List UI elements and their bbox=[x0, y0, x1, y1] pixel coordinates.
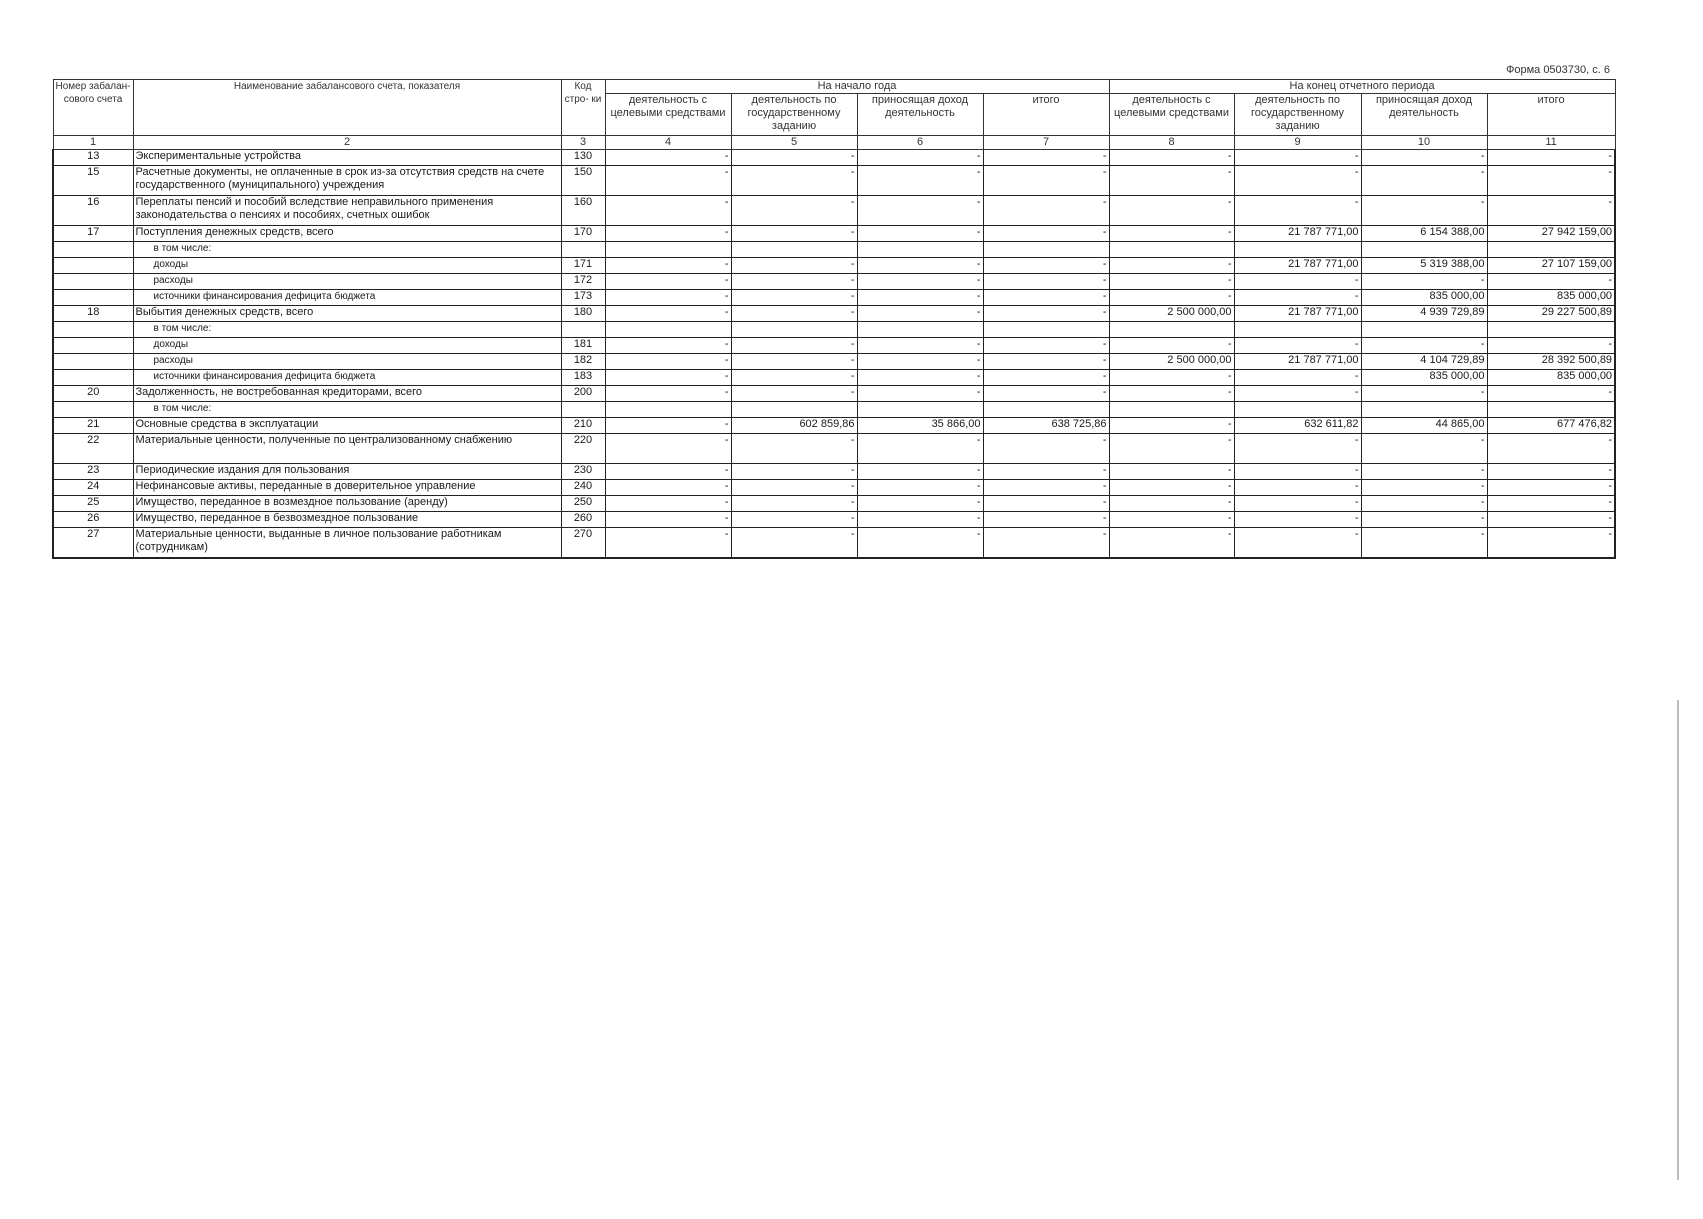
amount-cell: - bbox=[1234, 464, 1361, 480]
amount-cell: - bbox=[731, 166, 857, 196]
account-number: 26 bbox=[53, 512, 133, 528]
amount-cell: 638 725,86 bbox=[983, 418, 1109, 434]
amount-cell: - bbox=[1234, 166, 1361, 196]
table-row bbox=[53, 528, 1615, 558]
amount-cell: - bbox=[1361, 386, 1487, 402]
amount-cell: - bbox=[1361, 464, 1487, 480]
account-name: Имущество, переданное в возмездное пользование (аренду) bbox=[133, 496, 561, 512]
amount-cell: - bbox=[731, 528, 857, 558]
scan-edge-line bbox=[1677, 700, 1679, 1180]
column-number: 7 bbox=[983, 136, 1109, 150]
account-number: 15 bbox=[53, 166, 133, 196]
amount-cell: 5 319 388,00 bbox=[1361, 258, 1487, 274]
amount-cell: - bbox=[605, 464, 731, 480]
account-name: источники финансирования дефицита бюджета bbox=[133, 290, 561, 306]
line-code: 172 bbox=[561, 274, 605, 290]
amount-cell bbox=[1234, 322, 1361, 338]
account-number: 18 bbox=[53, 306, 133, 322]
amount-cell: - bbox=[1234, 370, 1361, 386]
amount-cell bbox=[1487, 322, 1615, 338]
amount-cell: - bbox=[731, 150, 857, 166]
amount-cell: - bbox=[1487, 496, 1615, 512]
account-number: 21 bbox=[53, 418, 133, 434]
amount-cell bbox=[1487, 402, 1615, 418]
amount-cell bbox=[983, 402, 1109, 418]
amount-cell: - bbox=[1234, 290, 1361, 306]
amount-cell: - bbox=[857, 306, 983, 322]
amount-cell: - bbox=[1109, 166, 1234, 196]
table-row bbox=[53, 480, 1615, 496]
amount-cell: - bbox=[857, 166, 983, 196]
line-code: 171 bbox=[561, 258, 605, 274]
amount-cell bbox=[1109, 402, 1234, 418]
line-code: 180 bbox=[561, 306, 605, 322]
column-number: 8 bbox=[1109, 136, 1234, 150]
amount-cell: - bbox=[1234, 338, 1361, 354]
account-name: Материальные ценности, выданные в личное пользование работникам (сотрудникам) bbox=[133, 528, 561, 558]
amount-cell: - bbox=[857, 512, 983, 528]
account-name: расходы bbox=[133, 354, 561, 370]
table-row bbox=[53, 258, 1615, 274]
amount-cell: - bbox=[1109, 512, 1234, 528]
amount-cell: - bbox=[605, 150, 731, 166]
amount-cell: - bbox=[1361, 196, 1487, 226]
amount-cell: - bbox=[1487, 150, 1615, 166]
amount-cell: - bbox=[1234, 386, 1361, 402]
amount-cell bbox=[1361, 242, 1487, 258]
amount-cell: 21 787 771,00 bbox=[1234, 306, 1361, 322]
account-name: Основные средства в эксплуатации bbox=[133, 418, 561, 434]
amount-cell: 2 500 000,00 bbox=[1109, 306, 1234, 322]
table-row bbox=[53, 512, 1615, 528]
amount-cell: - bbox=[983, 386, 1109, 402]
amount-cell: 21 787 771,00 bbox=[1234, 258, 1361, 274]
amount-cell: - bbox=[1487, 338, 1615, 354]
amount-cell: 632 611,82 bbox=[1234, 418, 1361, 434]
amount-cell: - bbox=[1109, 434, 1234, 464]
amount-cell: - bbox=[983, 196, 1109, 226]
amount-cell: - bbox=[1234, 434, 1361, 464]
amount-cell: - bbox=[605, 338, 731, 354]
amount-cell: - bbox=[983, 258, 1109, 274]
account-number bbox=[53, 258, 133, 274]
account-name: источники финансирования дефицита бюджета bbox=[133, 370, 561, 386]
account-number bbox=[53, 322, 133, 338]
account-name: расходы bbox=[133, 274, 561, 290]
account-name: Экспериментальные устройства bbox=[133, 150, 561, 166]
account-number bbox=[53, 338, 133, 354]
amount-cell: - bbox=[605, 480, 731, 496]
line-code: 270 bbox=[561, 528, 605, 558]
account-name: Переплаты пенсий и пособий вследствие неправильного применения законодательства о пенсиях и пособиях, счетных ошибок bbox=[133, 196, 561, 226]
form-note: Форма 0503730, с. 6 bbox=[1505, 64, 1610, 76]
amount-cell bbox=[731, 402, 857, 418]
amount-cell: - bbox=[605, 434, 731, 464]
account-name: доходы bbox=[133, 338, 561, 354]
amount-cell: 27 942 159,00 bbox=[1487, 226, 1615, 242]
table-row bbox=[53, 322, 1615, 338]
amount-cell: - bbox=[1361, 512, 1487, 528]
table-row bbox=[53, 166, 1615, 196]
header-account-number: Номер забалан- сового счета bbox=[53, 80, 133, 136]
table-row bbox=[53, 418, 1615, 434]
header-start-targeted: деятельность с целевыми средствами bbox=[605, 94, 731, 136]
header-start-total: итого bbox=[983, 94, 1109, 136]
amount-cell: - bbox=[1487, 274, 1615, 290]
amount-cell bbox=[1487, 242, 1615, 258]
amount-cell: - bbox=[1109, 464, 1234, 480]
header-account-name: Наименование забалансового счета, показателя bbox=[133, 80, 561, 136]
column-number: 5 bbox=[731, 136, 857, 150]
column-number: 1 bbox=[53, 136, 133, 150]
account-name: Имущество, переданное в безвозмездное пользование bbox=[133, 512, 561, 528]
header-end-targeted: деятельность с целевыми средствами bbox=[1109, 94, 1234, 136]
amount-cell bbox=[1109, 242, 1234, 258]
amount-cell: - bbox=[983, 464, 1109, 480]
amount-cell: - bbox=[983, 166, 1109, 196]
line-code: 160 bbox=[561, 196, 605, 226]
account-number: 27 bbox=[53, 528, 133, 558]
line-code bbox=[561, 402, 605, 418]
account-name: в том числе: bbox=[133, 242, 561, 258]
amount-cell: - bbox=[1109, 258, 1234, 274]
amount-cell: - bbox=[731, 464, 857, 480]
table-row bbox=[53, 496, 1615, 512]
amount-cell bbox=[857, 322, 983, 338]
amount-cell: - bbox=[731, 226, 857, 242]
account-number: 17 bbox=[53, 226, 133, 242]
amount-cell: - bbox=[1361, 434, 1487, 464]
account-name: Материальные ценности, полученные по централизованному снабжению bbox=[133, 434, 561, 464]
amount-cell: - bbox=[983, 226, 1109, 242]
amount-cell bbox=[731, 322, 857, 338]
amount-cell: - bbox=[605, 528, 731, 558]
amount-cell: - bbox=[605, 386, 731, 402]
amount-cell: - bbox=[1361, 496, 1487, 512]
amount-cell: - bbox=[1487, 386, 1615, 402]
amount-cell: - bbox=[605, 370, 731, 386]
amount-cell: - bbox=[1234, 480, 1361, 496]
column-number: 3 bbox=[561, 136, 605, 150]
amount-cell: - bbox=[731, 306, 857, 322]
amount-cell: - bbox=[731, 480, 857, 496]
amount-cell: 27 107 159,00 bbox=[1487, 258, 1615, 274]
amount-cell: - bbox=[983, 274, 1109, 290]
amount-cell: 602 859,86 bbox=[731, 418, 857, 434]
account-name: в том числе: bbox=[133, 322, 561, 338]
amount-cell: - bbox=[731, 370, 857, 386]
table-row bbox=[53, 338, 1615, 354]
amount-cell: - bbox=[857, 528, 983, 558]
amount-cell: - bbox=[731, 512, 857, 528]
amount-cell: - bbox=[1361, 166, 1487, 196]
line-code: 173 bbox=[561, 290, 605, 306]
column-number: 4 bbox=[605, 136, 731, 150]
table-row bbox=[53, 354, 1615, 370]
amount-cell: - bbox=[1361, 274, 1487, 290]
amount-cell: - bbox=[731, 354, 857, 370]
line-code bbox=[561, 242, 605, 258]
column-number: 6 bbox=[857, 136, 983, 150]
amount-cell bbox=[1234, 402, 1361, 418]
account-name: доходы bbox=[133, 258, 561, 274]
amount-cell: - bbox=[1487, 480, 1615, 496]
amount-cell: - bbox=[605, 306, 731, 322]
amount-cell: - bbox=[983, 480, 1109, 496]
amount-cell: - bbox=[1361, 150, 1487, 166]
header-end-of-period: На конец отчетного периода bbox=[1109, 80, 1615, 94]
account-number bbox=[53, 402, 133, 418]
account-number bbox=[53, 290, 133, 306]
amount-cell: - bbox=[605, 290, 731, 306]
amount-cell: - bbox=[857, 480, 983, 496]
amount-cell: - bbox=[731, 386, 857, 402]
account-number bbox=[53, 242, 133, 258]
line-code: 183 bbox=[561, 370, 605, 386]
amount-cell: - bbox=[1487, 528, 1615, 558]
amount-cell: - bbox=[857, 386, 983, 402]
line-code: 210 bbox=[561, 418, 605, 434]
amount-cell: - bbox=[857, 370, 983, 386]
table-row bbox=[53, 386, 1615, 402]
amount-cell: - bbox=[1361, 338, 1487, 354]
amount-cell: - bbox=[1361, 480, 1487, 496]
amount-cell: - bbox=[857, 150, 983, 166]
account-number: 24 bbox=[53, 480, 133, 496]
line-code bbox=[561, 322, 605, 338]
amount-cell: - bbox=[1109, 226, 1234, 242]
amount-cell: - bbox=[605, 496, 731, 512]
account-number: 13 bbox=[53, 150, 133, 166]
amount-cell: 21 787 771,00 bbox=[1234, 226, 1361, 242]
account-name: Расчетные документы, не оплаченные в срок из-за отсутствия средств на счете государственного (муниципального) учреждения bbox=[133, 166, 561, 196]
table-row bbox=[53, 306, 1615, 322]
amount-cell bbox=[1109, 322, 1234, 338]
amount-cell: 835 000,00 bbox=[1361, 290, 1487, 306]
amount-cell: 2 500 000,00 bbox=[1109, 354, 1234, 370]
amount-cell: - bbox=[1487, 512, 1615, 528]
amount-cell: - bbox=[983, 528, 1109, 558]
amount-cell: - bbox=[605, 418, 731, 434]
column-numbers-row bbox=[53, 136, 1615, 150]
amount-cell: 835 000,00 bbox=[1487, 290, 1615, 306]
amount-cell: 44 865,00 bbox=[1361, 418, 1487, 434]
header-end-state-task: деятельность по государственному заданию bbox=[1234, 94, 1361, 136]
amount-cell: 21 787 771,00 bbox=[1234, 354, 1361, 370]
header-start-state-task: деятельность по государственному заданию bbox=[731, 94, 857, 136]
amount-cell: - bbox=[1109, 150, 1234, 166]
header-start-income: приносящая доход деятельность bbox=[857, 94, 983, 136]
table-row bbox=[53, 274, 1615, 290]
table-row bbox=[53, 370, 1615, 386]
amount-cell: 677 476,82 bbox=[1487, 418, 1615, 434]
amount-cell: - bbox=[857, 434, 983, 464]
amount-cell bbox=[731, 242, 857, 258]
account-number: 16 bbox=[53, 196, 133, 226]
column-number: 10 bbox=[1361, 136, 1487, 150]
amount-cell: - bbox=[1109, 290, 1234, 306]
amount-cell: - bbox=[1109, 338, 1234, 354]
line-code: 150 bbox=[561, 166, 605, 196]
amount-cell bbox=[1361, 322, 1487, 338]
line-code: 130 bbox=[561, 150, 605, 166]
amount-cell: - bbox=[731, 258, 857, 274]
amount-cell: - bbox=[983, 338, 1109, 354]
amount-cell: - bbox=[857, 196, 983, 226]
column-number: 9 bbox=[1234, 136, 1361, 150]
amount-cell: - bbox=[605, 196, 731, 226]
account-name: Задолженность, не востребованная кредиторами, всего bbox=[133, 386, 561, 402]
line-code: 182 bbox=[561, 354, 605, 370]
amount-cell: - bbox=[605, 226, 731, 242]
line-code: 220 bbox=[561, 434, 605, 464]
amount-cell: - bbox=[983, 434, 1109, 464]
amount-cell: - bbox=[983, 150, 1109, 166]
header-end-income: приносящая доход деятельность bbox=[1361, 94, 1487, 136]
amount-cell bbox=[605, 402, 731, 418]
amount-cell: - bbox=[983, 370, 1109, 386]
amount-cell: 4 939 729,89 bbox=[1361, 306, 1487, 322]
amount-cell: - bbox=[605, 166, 731, 196]
amount-cell: - bbox=[731, 196, 857, 226]
amount-cell: - bbox=[1109, 386, 1234, 402]
amount-cell: - bbox=[605, 512, 731, 528]
amount-cell: - bbox=[731, 496, 857, 512]
amount-cell: - bbox=[1109, 528, 1234, 558]
amount-cell: - bbox=[731, 434, 857, 464]
account-name: Поступления денежных средств, всего bbox=[133, 226, 561, 242]
table-row bbox=[53, 196, 1615, 226]
line-code: 200 bbox=[561, 386, 605, 402]
amount-cell: - bbox=[857, 258, 983, 274]
amount-cell: - bbox=[1109, 480, 1234, 496]
amount-cell: - bbox=[605, 274, 731, 290]
amount-cell: 835 000,00 bbox=[1487, 370, 1615, 386]
header-line-code: Код стро- ки bbox=[561, 80, 605, 136]
account-name: Периодические издания для пользования bbox=[133, 464, 561, 480]
amount-cell bbox=[605, 322, 731, 338]
amount-cell: - bbox=[857, 226, 983, 242]
amount-cell bbox=[857, 242, 983, 258]
line-code: 230 bbox=[561, 464, 605, 480]
column-number: 11 bbox=[1487, 136, 1615, 150]
table-row bbox=[53, 290, 1615, 306]
account-name: в том числе: bbox=[133, 402, 561, 418]
account-number: 22 bbox=[53, 434, 133, 464]
amount-cell: - bbox=[857, 496, 983, 512]
amount-cell: - bbox=[857, 290, 983, 306]
amount-cell: - bbox=[983, 354, 1109, 370]
amount-cell bbox=[983, 322, 1109, 338]
amount-cell: - bbox=[857, 354, 983, 370]
header-end-total: итого bbox=[1487, 94, 1615, 136]
amount-cell: - bbox=[857, 464, 983, 480]
amount-cell: - bbox=[857, 338, 983, 354]
line-code: 170 bbox=[561, 226, 605, 242]
amount-cell: - bbox=[1234, 528, 1361, 558]
account-number bbox=[53, 354, 133, 370]
amount-cell: - bbox=[605, 354, 731, 370]
amount-cell bbox=[605, 242, 731, 258]
amount-cell: - bbox=[983, 306, 1109, 322]
amount-cell: - bbox=[1109, 418, 1234, 434]
amount-cell: - bbox=[1487, 166, 1615, 196]
table-row bbox=[53, 226, 1615, 242]
amount-cell: - bbox=[1361, 528, 1487, 558]
line-code: 250 bbox=[561, 496, 605, 512]
line-code: 240 bbox=[561, 480, 605, 496]
account-name: Выбытия денежных средств, всего bbox=[133, 306, 561, 322]
amount-cell: - bbox=[1487, 196, 1615, 226]
column-number: 2 bbox=[133, 136, 561, 150]
amount-cell: - bbox=[1487, 434, 1615, 464]
table-row bbox=[53, 434, 1615, 464]
account-number bbox=[53, 370, 133, 386]
amount-cell: - bbox=[1234, 512, 1361, 528]
amount-cell: - bbox=[857, 274, 983, 290]
amount-cell bbox=[1361, 402, 1487, 418]
line-code: 260 bbox=[561, 512, 605, 528]
amount-cell: - bbox=[1487, 464, 1615, 480]
table-row bbox=[53, 464, 1615, 480]
amount-cell: - bbox=[1234, 274, 1361, 290]
amount-cell: - bbox=[605, 258, 731, 274]
amount-cell: - bbox=[983, 496, 1109, 512]
account-number: 23 bbox=[53, 464, 133, 480]
amount-cell: - bbox=[1234, 196, 1361, 226]
amount-cell bbox=[857, 402, 983, 418]
amount-cell bbox=[983, 242, 1109, 258]
amount-cell: - bbox=[983, 290, 1109, 306]
amount-cell: - bbox=[1109, 370, 1234, 386]
table-row bbox=[53, 150, 1615, 166]
amount-cell: - bbox=[1234, 496, 1361, 512]
amount-cell: - bbox=[731, 274, 857, 290]
table-row bbox=[53, 402, 1615, 418]
account-name: Нефинансовые активы, переданные в доверительное управление bbox=[133, 480, 561, 496]
line-code: 181 bbox=[561, 338, 605, 354]
off-balance-accounts-table bbox=[52, 79, 1616, 559]
amount-cell: 6 154 388,00 bbox=[1361, 226, 1487, 242]
amount-cell: 29 227 500,89 bbox=[1487, 306, 1615, 322]
header-start-of-year: На начало года bbox=[605, 80, 1109, 94]
amount-cell: 28 392 500,89 bbox=[1487, 354, 1615, 370]
amount-cell: - bbox=[1109, 496, 1234, 512]
amount-cell: - bbox=[1109, 274, 1234, 290]
amount-cell: 35 866,00 bbox=[857, 418, 983, 434]
account-number: 20 bbox=[53, 386, 133, 402]
amount-cell: - bbox=[731, 338, 857, 354]
amount-cell: - bbox=[731, 290, 857, 306]
account-number bbox=[53, 274, 133, 290]
amount-cell: - bbox=[983, 512, 1109, 528]
amount-cell: 4 104 729,89 bbox=[1361, 354, 1487, 370]
account-number: 25 bbox=[53, 496, 133, 512]
table-row bbox=[53, 242, 1615, 258]
amount-cell: 835 000,00 bbox=[1361, 370, 1487, 386]
amount-cell: - bbox=[1109, 196, 1234, 226]
amount-cell: - bbox=[1234, 150, 1361, 166]
amount-cell bbox=[1234, 242, 1361, 258]
